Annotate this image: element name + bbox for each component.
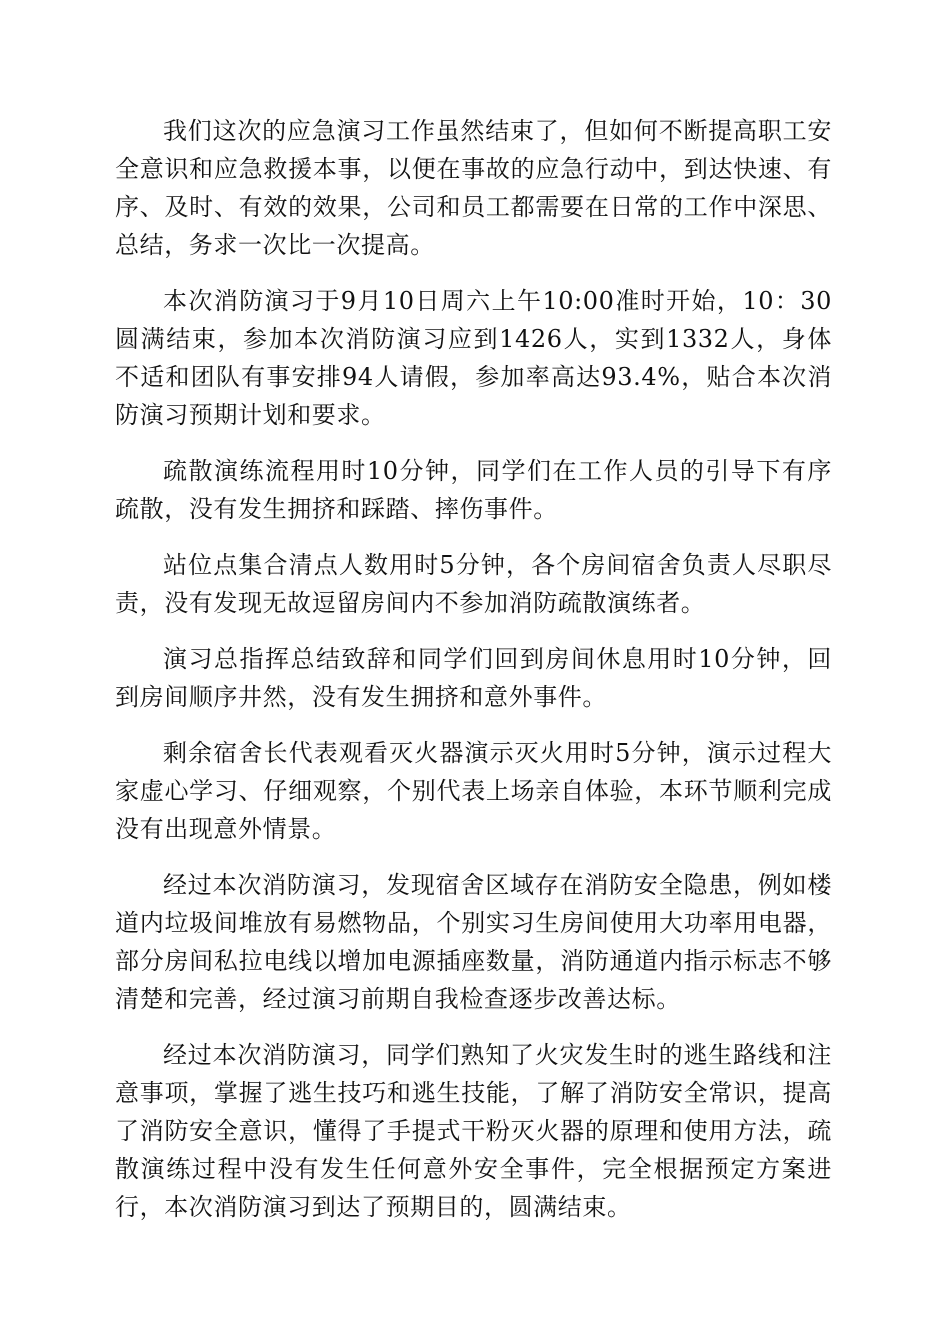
paragraph-2: 本次消防演习于9月10日周六上午10:00准时开始，10：30圆满结束，参加本次消防演习应到1426人，实到1332人，身体不适和团队有事安排94人请假，参加率高达93.4%，贴合本次消防演习预期计划和要求。 [115, 287, 832, 429]
paragraph-8: 经过本次消防演习，同学们熟知了火灾发生时的逃生路线和注意事项，掌握了逃生技巧和逃生技能，了解了消防安全常识，提高了消防安全意识，懂得了手提式干粉灭火器的原理和使用方法，疏散演练过程中没有发生任何意外安全事件，完全根据预定方案进行，本次消防演习到达了预期目的，圆满结束。 [115, 1041, 832, 1221]
paragraph-7: 经过本次消防演习，发现宿舍区域存在消防安全隐患，例如楼道内垃圾间堆放有易燃物品，个别实习生房间使用大功率用电器，部分房间私拉电线以增加电源插座数量，消防通道内指示标志不够清楚和完善，经过演习前期自我检查逐步改善达标。 [115, 871, 832, 1013]
paragraph-5: 演习总指挥总结致辞和同学们回到房间休息用时10分钟，回到房间顺序井然，没有发生拥挤和意外事件。 [115, 645, 832, 711]
paragraph-6: 剩余宿舍长代表观看灭火器演示灭火用时5分钟，演示过程大家虚心学习、仔细观察，个别代表上场亲自体验，本环节顺利完成没有出现意外情景。 [115, 739, 832, 843]
document-body [115, 112, 832, 1244]
paragraph-1: 我们这次的应急演习工作虽然结束了，但如何不断提高职工安全意识和应急救援本事，以便在事故的应急行动中，到达快速、有序、及时、有效的效果，公司和员工都需要在日常的工作中深思、总结，务求一次比一次提高。 [115, 117, 832, 259]
paragraph-3: 疏散演练流程用时10分钟，同学们在工作人员的引导下有序疏散，没有发生拥挤和踩踏、摔伤事件。 [115, 457, 832, 523]
paragraph-4: 站位点集合清点人数用时5分钟，各个房间宿舍负责人尽职尽责，没有发现无故逗留房间内不参加消防疏散演练者。 [115, 551, 832, 617]
